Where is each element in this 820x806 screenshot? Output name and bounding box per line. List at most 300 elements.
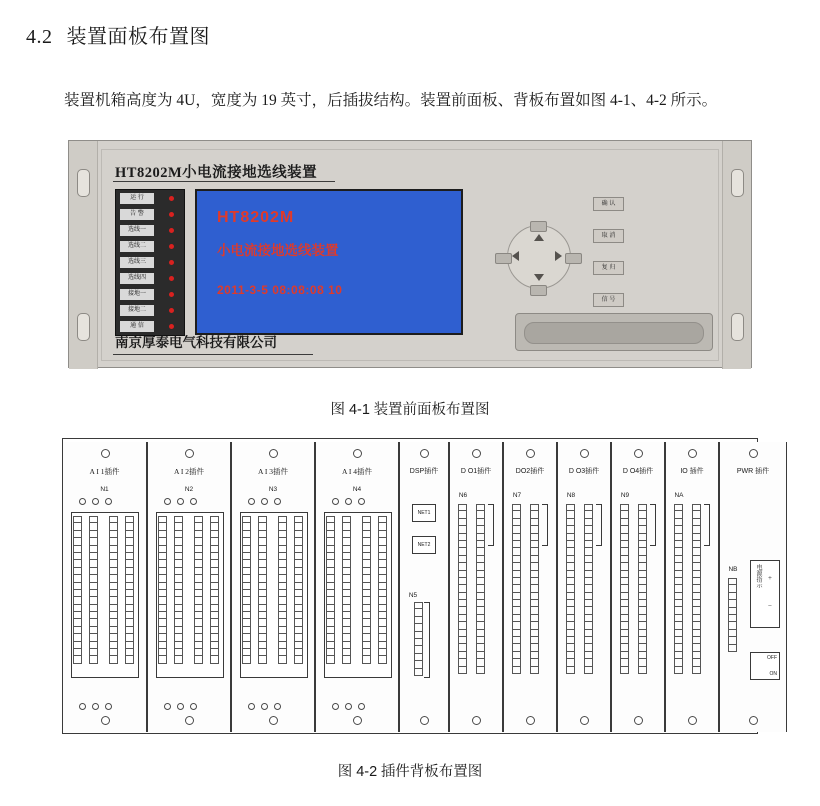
terminal-pin bbox=[242, 619, 251, 626]
terminal-pin bbox=[620, 534, 629, 541]
device-chassis bbox=[68, 140, 752, 368]
terminal-pin bbox=[530, 644, 539, 651]
screw-icon bbox=[332, 703, 339, 710]
terminal-pin bbox=[512, 571, 521, 578]
terminal-pin bbox=[530, 526, 539, 533]
terminal-pin bbox=[512, 637, 521, 644]
terminal-pin bbox=[620, 578, 629, 585]
terminal-pin bbox=[620, 644, 629, 651]
terminal-pin bbox=[342, 575, 351, 582]
terminal-pin bbox=[530, 585, 539, 592]
led-row bbox=[116, 254, 184, 270]
terminal-pin bbox=[512, 630, 521, 637]
terminal-pin bbox=[210, 634, 219, 641]
led-indicator-icon bbox=[169, 276, 174, 281]
terminal-pin bbox=[158, 634, 167, 641]
terminal-pin bbox=[362, 546, 371, 553]
terminal-pin bbox=[674, 519, 683, 526]
terminal-pin bbox=[476, 519, 485, 526]
terminal-pin bbox=[342, 612, 351, 619]
terminal-pin bbox=[378, 590, 387, 597]
terminal-pin bbox=[692, 593, 701, 600]
terminal-pin bbox=[674, 504, 683, 511]
terminal-pin bbox=[326, 590, 335, 597]
terminal-pin bbox=[476, 585, 485, 592]
screw-icon bbox=[634, 716, 643, 725]
terminal-pin bbox=[210, 656, 219, 663]
terminal-pin bbox=[476, 600, 485, 607]
screw-icon bbox=[190, 498, 197, 505]
terminal-pin bbox=[194, 605, 203, 612]
panel-button[interactable]: 复 归 bbox=[593, 261, 624, 275]
terminal-pin bbox=[210, 583, 219, 590]
terminal-pin bbox=[73, 575, 82, 582]
section-heading bbox=[26, 20, 210, 49]
screw-icon bbox=[688, 716, 697, 725]
terminal-pin bbox=[512, 511, 521, 518]
terminal-pin bbox=[458, 622, 467, 629]
terminal-pin-column bbox=[194, 516, 203, 664]
terminal-pin bbox=[158, 560, 167, 567]
screw-icon bbox=[101, 716, 110, 725]
terminal-pin-column bbox=[566, 504, 575, 674]
terminal-pin bbox=[258, 627, 267, 634]
terminal-pin bbox=[476, 659, 485, 666]
terminal-pin bbox=[362, 575, 371, 582]
terminal-pin bbox=[294, 642, 303, 649]
terminal-pin-column bbox=[258, 516, 267, 664]
body-paragraph: 装置机箱高度为 4U，宽度为 19 英寸，后插拔结构。装置前面板、背板布置如图 4-1、4-2 所示。 bbox=[64, 92, 718, 109]
terminal-pin bbox=[125, 553, 134, 560]
terminal-pin bbox=[692, 541, 701, 548]
terminal-pin bbox=[158, 583, 167, 590]
terminal-pin bbox=[362, 531, 371, 538]
terminal-pin bbox=[194, 523, 203, 530]
terminal-pin bbox=[692, 571, 701, 578]
key-up-button[interactable] bbox=[530, 221, 547, 232]
backplane-slot bbox=[449, 442, 503, 732]
terminal-pin bbox=[294, 612, 303, 619]
terminal-pin bbox=[109, 583, 118, 590]
terminal-pin bbox=[258, 597, 267, 604]
arrow-down-icon bbox=[534, 274, 544, 281]
terminal-pin bbox=[242, 553, 251, 560]
terminal-pin bbox=[326, 538, 335, 545]
terminal-pin bbox=[109, 516, 118, 523]
terminal-pin bbox=[584, 578, 593, 585]
terminal-pin bbox=[512, 556, 521, 563]
terminal-pin-column bbox=[620, 504, 629, 674]
terminal-pin bbox=[278, 634, 287, 641]
screw-icon bbox=[749, 716, 758, 725]
terminal-pin bbox=[728, 645, 737, 652]
terminal-pin bbox=[194, 619, 203, 626]
terminal-pin bbox=[326, 531, 335, 538]
terminal-pin bbox=[362, 538, 371, 545]
terminal-pin bbox=[378, 531, 387, 538]
terminal-pin bbox=[378, 597, 387, 604]
backplane-slot bbox=[315, 442, 399, 732]
screw-icon bbox=[353, 449, 362, 458]
terminal-pin bbox=[362, 605, 371, 612]
terminal-pin bbox=[210, 538, 219, 545]
terminal-pin bbox=[692, 652, 701, 659]
mount-hole bbox=[77, 169, 90, 197]
terminal-pin bbox=[294, 568, 303, 575]
terminal-pin bbox=[242, 642, 251, 649]
terminal-pin bbox=[158, 649, 167, 656]
panel-button[interactable]: 取 消 bbox=[593, 229, 624, 243]
terminal-pin bbox=[73, 538, 82, 545]
terminal-pin bbox=[210, 568, 219, 575]
terminal-pin bbox=[378, 538, 387, 545]
led-indicator-icon bbox=[169, 308, 174, 313]
terminal-pin-column bbox=[210, 516, 219, 664]
terminal-pin bbox=[638, 578, 647, 585]
terminal-pin bbox=[109, 568, 118, 575]
terminal-name: N8 bbox=[566, 492, 576, 499]
panel-button[interactable]: 信 号 bbox=[593, 293, 624, 307]
screw-icon bbox=[345, 498, 352, 505]
terminal-pin bbox=[174, 605, 183, 612]
company-name: 南京厚泰电气科技有限公司 bbox=[115, 335, 277, 350]
terminal-pin bbox=[566, 615, 575, 622]
terminal-pin bbox=[476, 563, 485, 570]
terminal-pin bbox=[258, 656, 267, 663]
key-left-button[interactable] bbox=[495, 253, 512, 264]
terminal-pin bbox=[674, 667, 683, 674]
terminal-pin bbox=[512, 534, 521, 541]
terminal-pin bbox=[294, 546, 303, 553]
terminal-pin bbox=[378, 553, 387, 560]
terminal-pin bbox=[620, 622, 629, 629]
terminal-pin bbox=[278, 583, 287, 590]
terminal-pin bbox=[692, 659, 701, 666]
terminal-pin bbox=[174, 597, 183, 604]
terminal-pin bbox=[674, 526, 683, 533]
terminal-pin bbox=[278, 642, 287, 649]
terminal-pin bbox=[414, 661, 423, 668]
terminal-pin bbox=[125, 597, 134, 604]
screw-icon bbox=[580, 449, 589, 458]
terminal-pin bbox=[476, 644, 485, 651]
terminal-pin bbox=[476, 526, 485, 533]
terminal-pin bbox=[530, 571, 539, 578]
terminal-pin bbox=[89, 627, 98, 634]
terminal-pin bbox=[362, 523, 371, 530]
title-underline bbox=[113, 181, 335, 182]
terminal-pin bbox=[674, 585, 683, 592]
terminal-pin bbox=[362, 568, 371, 575]
terminal-pin bbox=[414, 632, 423, 639]
slot-title: A I 1插件 bbox=[89, 467, 120, 476]
terminal-pin bbox=[566, 519, 575, 526]
terminal-pin bbox=[692, 534, 701, 541]
terminal-pin bbox=[378, 649, 387, 656]
terminal-pin bbox=[89, 546, 98, 553]
terminal-pin bbox=[584, 630, 593, 637]
terminal-pin bbox=[638, 637, 647, 644]
terminal-pin bbox=[728, 578, 737, 585]
terminal-pin bbox=[674, 571, 683, 578]
terminal-pin bbox=[342, 656, 351, 663]
terminal-pin bbox=[326, 568, 335, 575]
terminal-pin bbox=[174, 553, 183, 560]
terminal-pin bbox=[728, 637, 737, 644]
terminal-pin bbox=[89, 649, 98, 656]
terminal-pin bbox=[278, 619, 287, 626]
backplane-slot bbox=[719, 442, 787, 732]
terminal-pin bbox=[530, 659, 539, 666]
screw-icon bbox=[190, 703, 197, 710]
terminal-pin bbox=[728, 593, 737, 600]
terminal-pin bbox=[278, 612, 287, 619]
terminal-pin bbox=[692, 630, 701, 637]
terminal-pin bbox=[566, 526, 575, 533]
terminal-pin bbox=[125, 590, 134, 597]
terminal-pin bbox=[242, 523, 251, 530]
terminal-pin bbox=[258, 516, 267, 523]
terminal-pin bbox=[458, 659, 467, 666]
terminal-pin bbox=[242, 516, 251, 523]
terminal-pin bbox=[378, 523, 387, 530]
terminal-pin bbox=[692, 504, 701, 511]
terminal-pin bbox=[158, 546, 167, 553]
terminal-pin bbox=[362, 619, 371, 626]
terminal-pin bbox=[620, 556, 629, 563]
terminal-pin bbox=[674, 578, 683, 585]
terminal-pin bbox=[638, 659, 647, 666]
terminal-pin bbox=[174, 568, 183, 575]
led-label: 通 信 bbox=[120, 321, 154, 332]
terminal-pin-column bbox=[125, 516, 134, 664]
terminal-pin bbox=[638, 556, 647, 563]
terminal-pin bbox=[378, 516, 387, 523]
terminal-pin bbox=[326, 619, 335, 626]
terminal-pin bbox=[258, 560, 267, 567]
terminal-pin bbox=[512, 659, 521, 666]
terminal-pin bbox=[326, 656, 335, 663]
terminal-pin bbox=[278, 523, 287, 530]
terminal-pin bbox=[89, 538, 98, 545]
terminal-pin bbox=[158, 597, 167, 604]
terminal-pin bbox=[278, 553, 287, 560]
led-label: 选线二 bbox=[120, 241, 154, 252]
terminal-pin-column bbox=[530, 504, 539, 674]
terminal-pin bbox=[362, 642, 371, 649]
mount-hole bbox=[731, 313, 744, 341]
terminal-pin bbox=[258, 531, 267, 538]
connector-bracket bbox=[596, 504, 602, 546]
terminal-pin bbox=[158, 538, 167, 545]
screw-icon bbox=[92, 498, 99, 505]
terminal-pin bbox=[174, 583, 183, 590]
terminal-pin bbox=[194, 656, 203, 663]
terminal-pin bbox=[414, 602, 423, 609]
power-switch[interactable] bbox=[750, 652, 780, 680]
terminal-name: N9 bbox=[620, 492, 630, 499]
terminal-pin-column bbox=[414, 602, 423, 676]
terminal-pin bbox=[242, 597, 251, 604]
terminal-pin bbox=[326, 560, 335, 567]
terminal-pin bbox=[566, 541, 575, 548]
key-down-button[interactable] bbox=[530, 285, 547, 296]
terminal-pin bbox=[89, 605, 98, 612]
terminal-pin bbox=[512, 600, 521, 607]
arrow-right-icon bbox=[555, 251, 562, 261]
terminal-pin bbox=[458, 667, 467, 674]
backplane-slot bbox=[611, 442, 665, 732]
screw-icon bbox=[420, 716, 429, 725]
terminal-pin bbox=[89, 590, 98, 597]
terminal-pin bbox=[278, 531, 287, 538]
lcd-line-model: HT8202M bbox=[217, 209, 295, 226]
terminal-pin bbox=[458, 578, 467, 585]
terminal-pin bbox=[674, 541, 683, 548]
navigation-keypad[interactable] bbox=[495, 219, 579, 303]
arrow-left-icon bbox=[512, 251, 519, 261]
screw-icon bbox=[101, 449, 110, 458]
terminal-pin bbox=[258, 590, 267, 597]
terminal-pin bbox=[174, 523, 183, 530]
terminal-pin bbox=[342, 553, 351, 560]
led-row bbox=[116, 303, 184, 319]
connector-bracket bbox=[488, 504, 494, 546]
screw-icon bbox=[261, 703, 268, 710]
terminal-pin bbox=[530, 630, 539, 637]
terminal-pin bbox=[294, 553, 303, 560]
terminal-pin bbox=[174, 546, 183, 553]
terminal-pin bbox=[620, 615, 629, 622]
terminal-pin bbox=[194, 531, 203, 538]
terminal-pin bbox=[326, 523, 335, 530]
switch-on-label: ON bbox=[769, 671, 777, 677]
terminal-pin bbox=[362, 560, 371, 567]
terminal-pin bbox=[584, 519, 593, 526]
terminal-pin bbox=[109, 634, 118, 641]
terminal-pin bbox=[158, 612, 167, 619]
terminal-pin bbox=[258, 568, 267, 575]
slot-title: DSP插件 bbox=[409, 468, 439, 475]
terminal-pin bbox=[476, 593, 485, 600]
terminal-pin bbox=[278, 538, 287, 545]
terminal-pin bbox=[89, 575, 98, 582]
terminal-pin bbox=[584, 556, 593, 563]
terminal-pin bbox=[342, 619, 351, 626]
terminal-pin bbox=[194, 546, 203, 553]
terminal-pin bbox=[620, 637, 629, 644]
terminal-pin bbox=[530, 637, 539, 644]
screw-group bbox=[248, 498, 281, 505]
slot-title: D O1插件 bbox=[460, 468, 492, 475]
terminal-pin bbox=[125, 575, 134, 582]
terminal-pin bbox=[458, 615, 467, 622]
terminal-pin bbox=[530, 504, 539, 511]
led-label: 告 警 bbox=[120, 209, 154, 220]
terminal-pin-column bbox=[692, 504, 701, 674]
terminal-pin bbox=[125, 560, 134, 567]
slot-title: D O3插件 bbox=[568, 468, 600, 475]
terminal-pin bbox=[294, 575, 303, 582]
terminal-pin bbox=[326, 575, 335, 582]
terminal-pin bbox=[242, 634, 251, 641]
terminal-pin bbox=[242, 560, 251, 567]
terminal-pin bbox=[378, 568, 387, 575]
terminal-pin bbox=[584, 593, 593, 600]
led-indicator-icon bbox=[169, 324, 174, 329]
terminal-name: N2 bbox=[184, 486, 194, 493]
terminal-pin-column bbox=[342, 516, 351, 664]
terminal-pin bbox=[512, 593, 521, 600]
terminal-pin bbox=[125, 516, 134, 523]
terminal-pin bbox=[362, 627, 371, 634]
terminal-pin bbox=[458, 607, 467, 614]
power-plus-label: + bbox=[768, 574, 772, 582]
terminal-pin bbox=[73, 568, 82, 575]
network-port-2: NET2 bbox=[412, 536, 436, 554]
terminal-pin bbox=[174, 634, 183, 641]
terminal-pin bbox=[125, 649, 134, 656]
terminal-pin bbox=[638, 534, 647, 541]
key-right-button[interactable] bbox=[565, 253, 582, 264]
terminal-pin bbox=[278, 560, 287, 567]
slot-title: A I 4插件 bbox=[342, 467, 372, 476]
terminal-pin bbox=[109, 619, 118, 626]
screw-icon bbox=[269, 716, 278, 725]
terminal-pin bbox=[258, 553, 267, 560]
terminal-pin bbox=[326, 627, 335, 634]
terminal-pin bbox=[620, 519, 629, 526]
terminal-pin bbox=[174, 619, 183, 626]
terminal-pin bbox=[476, 556, 485, 563]
terminal-pin bbox=[476, 630, 485, 637]
terminal-pin-column bbox=[512, 504, 521, 674]
terminal-pin bbox=[158, 516, 167, 523]
backplane-slot bbox=[63, 442, 147, 732]
terminal-pin bbox=[89, 634, 98, 641]
figure-2-tag: 图 4-2 bbox=[337, 764, 378, 780]
terminal-pin bbox=[458, 563, 467, 570]
terminal-pin bbox=[326, 516, 335, 523]
terminal-pin bbox=[174, 531, 183, 538]
terminal-pin bbox=[210, 590, 219, 597]
terminal-pin bbox=[566, 644, 575, 651]
terminal-pin bbox=[174, 575, 183, 582]
terminal-pin bbox=[692, 600, 701, 607]
rack-ear-left bbox=[69, 141, 98, 369]
led-row bbox=[116, 190, 184, 206]
terminal-pin bbox=[620, 541, 629, 548]
terminal-pin bbox=[294, 605, 303, 612]
terminal-pin bbox=[362, 612, 371, 619]
figure-1-tag: 图 4-1 bbox=[330, 402, 370, 418]
panel-button[interactable]: 确 认 bbox=[593, 197, 624, 211]
terminal-pin bbox=[476, 578, 485, 585]
screw-icon bbox=[332, 498, 339, 505]
terminal-pin bbox=[530, 593, 539, 600]
terminal-pin bbox=[476, 571, 485, 578]
terminal-pin bbox=[242, 649, 251, 656]
terminal-pin bbox=[692, 585, 701, 592]
led-indicator-icon bbox=[169, 212, 174, 217]
terminal-pin bbox=[158, 531, 167, 538]
terminal-pin bbox=[278, 627, 287, 634]
terminal-pin bbox=[728, 608, 737, 615]
terminal-pin bbox=[89, 523, 98, 530]
screw-icon bbox=[472, 716, 481, 725]
terminal-pin bbox=[194, 568, 203, 575]
terminal-pin bbox=[158, 590, 167, 597]
